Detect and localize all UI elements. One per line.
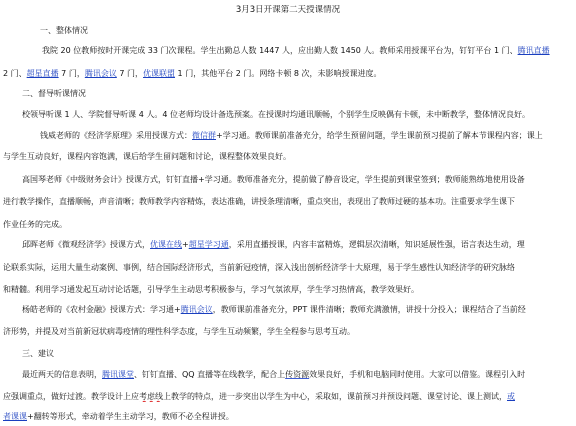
tencent-classroom-link[interactable]: 腾讯课堂	[102, 370, 134, 379]
s3-paragraph-line3	[3, 411, 576, 422]
s2-paragraph2-line2: 与学生互动良好，课程内容饱满，课后给学生留问题和讨论，课程整体效果良好。	[3, 152, 291, 161]
s3-text: 上教学的特点，进一步突出以学生为中心，采取如，课前预习并预设问题、课堂讨论、课上测试，	[163, 392, 507, 401]
s2-text: 钱威老师的《经济学原理》采用授课方式：	[40, 131, 192, 140]
s2-paragraph5-line1	[22, 304, 576, 315]
s1-text: 7 门，	[58, 69, 85, 78]
s2-paragraph4-line1	[22, 239, 576, 250]
s2-paragraph4-line2: 论联系实际，运用大量生动案例、事例，结合国际经济形式，当前新冠疫情，深入浅出剖析经济学十大原理，易于学生感性认知经济学的研究脉络	[3, 263, 515, 272]
doc-title: 3月3日开课第二天授课情况	[235, 5, 341, 15]
youke-link[interactable]: 优课联盟	[143, 69, 176, 78]
s1-text: 7 门，	[116, 69, 144, 78]
s3-text: 效果良好，手机和电脑同时使用。大家可以借鉴。课程引入时	[309, 370, 526, 379]
s2-paragraph4-line3: 和精髓。利用学习通发起互动讨论话题，引导学生主动思考积极参与，学习气氛浓厚，学生学习热情高，教学效果好。	[3, 285, 419, 294]
chaoxing-xuexitong-link[interactable]: 超星学习通	[188, 240, 229, 249]
s2-paragraph3-line2: 进行教学操作，直播顺畅，声音清晰；教师教学内容精炼，表达准确，讲授条理清晰，重点突出，表现出了教师过硬的基本功。注重要求学生课下	[3, 197, 515, 206]
section2-heading: 二、督导听课情况	[22, 89, 86, 98]
s2-paragraph1: 校领导听课 1 人、学院督导听课 4 人。4 位老师均设计备选预案。在授课时均通讯顺畅，个别学生反映偶有卡顿，未中断教学，整体情况良好。	[22, 110, 530, 119]
s2-paragraph3-line3: 作业任务的完成。	[3, 220, 67, 229]
s2-paragraph5-line2: 济形势，并提及对当前新冠状病毒疫情的理性科学态度，与学生互动频繁，学生全程参与思考互动。	[3, 327, 355, 336]
s2-text: 邱晖老师《微观经济学》授课方式，	[22, 240, 150, 249]
tencent-meeting-link-2[interactable]: 腾讯会议	[180, 305, 213, 314]
s2-text: +	[182, 240, 189, 249]
section1-heading: 一、整体情况	[40, 26, 88, 35]
chaoxing-live-link[interactable]: 超星直播	[26, 69, 59, 78]
wechat-group-link[interactable]: 微信群	[192, 131, 216, 140]
s3-paragraph-line1	[22, 369, 576, 380]
section3-heading: 三、建议	[22, 349, 54, 358]
s3-text: 应强调重点，做好过渡。教学设计上应	[3, 392, 139, 401]
tencent-live-link[interactable]: 腾讯直播	[517, 46, 550, 55]
s1-text: 我院 20 位教师按时开课完成 33 门次课程。学生出勤总人数 1447 人，应出勤人数 1450 人。教师采用授课平台为，钉钉平台 1 门、	[42, 46, 518, 55]
resource-text: 传资源	[285, 370, 310, 379]
s2-paragraph3-line1: 高国琴老师《中级财务会计》授课方式，钉钉直播+学习通。教师准备充分，提前做了静音设定，学生提前到课堂签到；教师能熟练地使用设备	[22, 175, 525, 184]
s2-text: 杨皓老师的《农村金融》授课方式：学习通+	[22, 305, 181, 314]
s3-paragraph-line2	[3, 391, 576, 402]
tencent-meeting-link[interactable]: 腾讯会议	[84, 69, 117, 78]
youke-online-link[interactable]: 优课在线	[150, 240, 182, 249]
s2-text: ，采用直播授课，内容丰富精炼，逻辑层次清晰，知识延展性强，语言表达生动，理	[228, 240, 525, 249]
s2-text: ，教师课前准备充分，PPT 课件清晰；教师充满激情，讲授十分投入；课程结合了当前经	[212, 305, 526, 314]
s1-text: 2 门、	[3, 69, 27, 78]
spellcheck-text: 考虑线	[139, 392, 163, 401]
s3-text: 最近两天的信息表明，	[22, 370, 102, 379]
or-link[interactable]: 或	[507, 392, 515, 401]
s1-paragraph-line1	[42, 45, 576, 56]
s3-text: 、钉钉直播、QQ 直播等在线教学，配合上	[134, 370, 286, 379]
course-link[interactable]: 者课课	[3, 412, 27, 421]
s1-paragraph-line2	[3, 68, 576, 79]
s3-text: +翻转等形式，牵动着学生主动学习，教师不必全程讲授。	[27, 412, 234, 421]
s2-text: +学习通。教师课前准备充分，给学生预留问题，学生课前预习提前了解本节课程内容；课上	[216, 131, 543, 140]
s1-text: 1 门，其他平台 2 门。网络卡顿 8 次，未影响授课进度。	[175, 69, 382, 78]
s2-paragraph2-line1	[40, 130, 576, 141]
